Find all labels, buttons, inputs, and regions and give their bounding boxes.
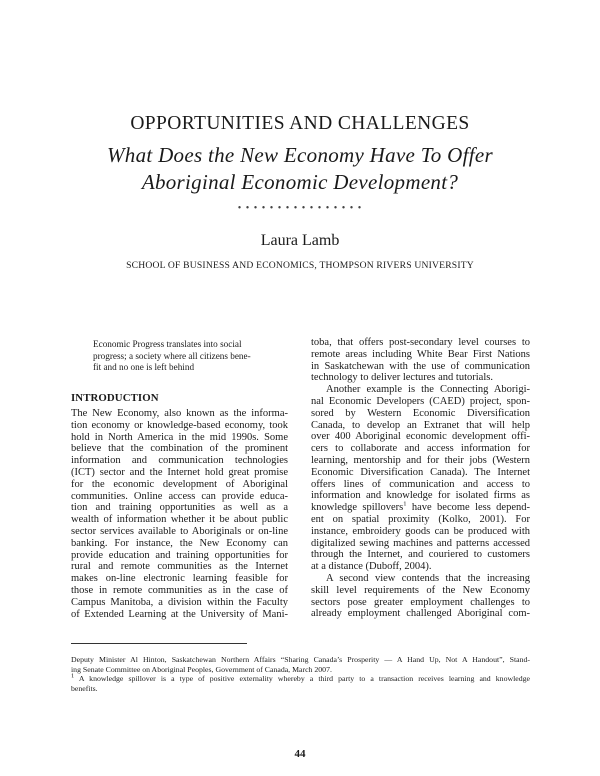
section-heading-introduction: INTRODUCTION [71, 392, 159, 404]
text-line: believe that the combination of the prominent [71, 443, 288, 455]
text-line: Canada, to develop an Extranet that will help [311, 419, 530, 431]
footnotes [71, 655, 530, 693]
article-subtitle-line-2: Aboriginal Economic Development? [141, 170, 459, 194]
epigraph-line: fit and no one is left behind [93, 362, 195, 372]
text-line: Economic Diversification Canada). The Internet [311, 466, 530, 478]
text-line: tion economy or knowledge-based economy, took [71, 419, 288, 431]
text-line-with-footnote [311, 502, 530, 514]
text-line: cers to collaborate and access information for [311, 443, 530, 455]
text-line: banking. For instance, the New Economy can [71, 537, 288, 549]
text-line: over 400 Aboriginal economic development offi- [311, 431, 530, 443]
text-line: communities. Online access can provide educa- [71, 490, 288, 502]
text-line: those in remote communities as in the case of [71, 584, 288, 596]
author-affiliation: SCHOOL OF BUSINESS AND ECONOMICS, THOMPSON RIVERS UNIVERSITY [126, 260, 474, 271]
text-line: offers lines of communication and access to [311, 478, 530, 490]
footnote-1-text: A knowledge spillover is a type of positive externality whereby a third party to a transaction receives learning and knowledge [74, 674, 530, 684]
text-line: (ICT) sector and the Internet hold great promise [71, 466, 288, 478]
footnote-epigraph-source: ing Senate Committee on Aboriginal Peoples, Government of Canada, March 2007. [71, 664, 332, 674]
text-line: makes on-line electronic learning feasible for [71, 573, 288, 585]
text-line: Campus Manitoba, a division within the Faculty [71, 596, 288, 608]
text-line: skill level requirements of the New Economy [311, 584, 530, 596]
text-line: through the Internet, and couriered to customers [311, 549, 530, 561]
text-line: sored by Western Economic Diversification [311, 407, 530, 419]
text-line: toba, that offers post-secondary level courses to [311, 337, 530, 348]
epigraph-line: Economic Progress translates into social [93, 339, 242, 349]
left-text-column [71, 408, 288, 620]
footnote-1-mark: 1 [71, 672, 75, 680]
text-line: learning, mentorship and for their jobs (Western [311, 454, 530, 466]
text-line: of Extended Learning at the University of Mani- [71, 608, 288, 620]
text-line: Another example is the Connecting Aborigi- [326, 384, 530, 396]
text-line: in Saskatchewan with the use of communication [311, 360, 530, 372]
footnote-divider [71, 643, 247, 644]
epigraph [93, 339, 273, 374]
text-line: remote areas including White Bear First Nations [311, 348, 530, 360]
text-line: digitalized sewing machines and patterns accessed [311, 537, 530, 549]
text-line: The New Economy, also known as the informa- [71, 408, 288, 419]
text-line: for the economic development of Aboriginal [71, 478, 288, 490]
text-line: nal Economic Developers (CAED) project, spon- [311, 395, 530, 407]
article-title: OPPORTUNITIES AND CHALLENGES [130, 113, 470, 134]
footnote-epigraph-source: Deputy Minister Al Hinton, Saskatchewan Northern Affairs “Sharing Canada’s Prosperity — A Hand Up, Not A Handout”, Stand- [71, 655, 530, 664]
text-line: already employment challenged Aboriginal com- [311, 608, 530, 620]
author-name: Laura Lamb [260, 232, 340, 249]
text-line: A second view contends that the increasing [326, 572, 530, 584]
text-line: at a distance (Duboff, 2004). [311, 561, 432, 573]
text-line: rural and remote communities as the Internet [71, 561, 288, 573]
text-line: sector services available to Aboriginals or on-line [71, 525, 288, 537]
text-line: wealth of information whether it be about public [71, 514, 288, 526]
right-text-column [311, 337, 530, 620]
page-number: 44 [294, 748, 306, 760]
article-subtitle-line-1: What Does the New Economy Have To Offer [107, 143, 493, 167]
footnote-1-continued: benefits. [71, 683, 98, 693]
epigraph-line: progress; a society where all citizens bene- [93, 350, 251, 361]
spillover-text: knowledge spillovers [311, 502, 404, 514]
text-line: hold in North America in the mid 1990s. Some [71, 431, 288, 443]
text-line: technology to deliver lectures and tutorials. [311, 372, 493, 384]
text-line: provide education and training opportunities for [71, 549, 288, 561]
footnote-reference-1[interactable]: 1 [403, 500, 407, 508]
footnote-1 [71, 674, 530, 684]
text-line: information and communication technologies [71, 455, 288, 467]
text-line: instance, embroidery goods can be produced with [311, 525, 530, 537]
text-line: ent on spatial proximity (Kolko, 2001). For [311, 513, 530, 525]
title-ornament: • • • • • • • • • • • • • • • • [237, 203, 363, 214]
text-line: sectors pose greater employment challenges to [311, 596, 530, 608]
text-line: tion and training opportunities as well as a [71, 502, 288, 514]
spillover-text-rest: have become less depend- [406, 502, 530, 514]
text-line: information and knowledge for isolated firms as [311, 490, 530, 502]
